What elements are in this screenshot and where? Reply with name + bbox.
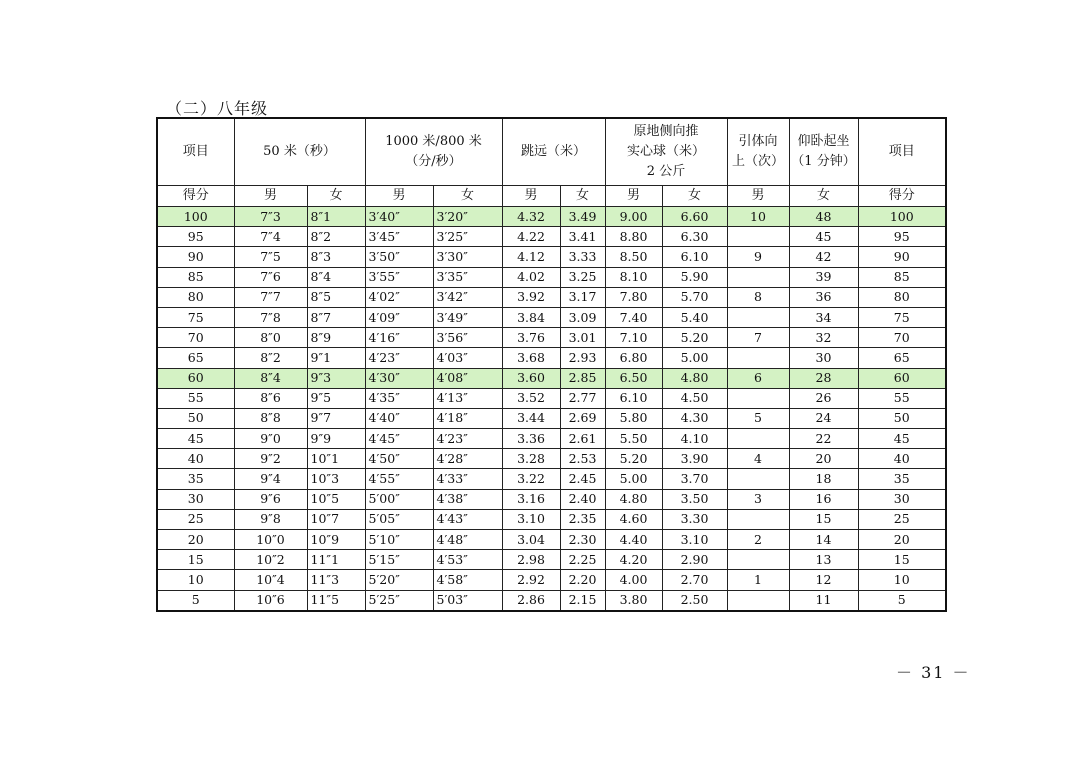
score-table-body — [157, 207, 946, 611]
cell-score: 35 — [157, 469, 234, 489]
cell-shot-female: 2.70 — [662, 570, 727, 590]
cell-800m-female: 4′53″ — [433, 550, 502, 570]
cell-1000m-male: 3′50″ — [365, 247, 433, 267]
header-pull-up: 引体向 上（次） — [727, 118, 789, 186]
cell-50m-male: 8″4 — [234, 368, 307, 388]
header-male: 男 — [234, 186, 307, 207]
cell-1000m-male: 3′45″ — [365, 227, 433, 247]
cell-800m-female: 3′20″ — [433, 207, 502, 227]
cell-50m-female: 10″7 — [307, 509, 365, 529]
cell-score-right: 15 — [858, 550, 946, 570]
cell-shot-male: 9.00 — [605, 207, 662, 227]
table-row — [157, 388, 946, 408]
cell-score-right: 20 — [858, 530, 946, 550]
cell-shot-female: 6.30 — [662, 227, 727, 247]
cell-pullup-male — [727, 550, 789, 570]
score-table — [156, 117, 947, 612]
cell-score: 70 — [157, 328, 234, 348]
cell-jump-male: 3.28 — [502, 449, 560, 469]
cell-situp-female: 48 — [789, 207, 858, 227]
cell-shot-male: 4.80 — [605, 489, 662, 509]
cell-situp-female: 26 — [789, 388, 858, 408]
cell-shot-male: 6.50 — [605, 368, 662, 388]
cell-800m-female: 4′18″ — [433, 408, 502, 428]
cell-1000m-male: 4′30″ — [365, 368, 433, 388]
table-row — [157, 429, 946, 449]
cell-50m-female: 11″5 — [307, 590, 365, 611]
cell-50m-male: 10″6 — [234, 590, 307, 611]
cell-jump-male: 3.04 — [502, 530, 560, 550]
cell-50m-male: 7″5 — [234, 247, 307, 267]
cell-score: 30 — [157, 489, 234, 509]
cell-1000m-male: 4′35″ — [365, 388, 433, 408]
table-row — [157, 287, 946, 307]
cell-situp-female: 39 — [789, 267, 858, 287]
cell-50m-male: 9″2 — [234, 449, 307, 469]
header-row-gender — [157, 186, 946, 207]
cell-50m-female: 8″5 — [307, 287, 365, 307]
cell-50m-male: 8″6 — [234, 388, 307, 408]
cell-situp-female: 11 — [789, 590, 858, 611]
table-row — [157, 267, 946, 287]
cell-score: 20 — [157, 530, 234, 550]
cell-shot-male: 5.00 — [605, 469, 662, 489]
cell-situp-female: 15 — [789, 509, 858, 529]
cell-50m-female: 9″3 — [307, 368, 365, 388]
cell-1000m-male: 5′15″ — [365, 550, 433, 570]
cell-situp-female: 12 — [789, 570, 858, 590]
cell-50m-male: 8″0 — [234, 328, 307, 348]
cell-1000m-male: 5′25″ — [365, 590, 433, 611]
header-female: 女 — [433, 186, 502, 207]
cell-800m-female: 5′03″ — [433, 590, 502, 611]
page-number: － 31 － — [896, 663, 971, 682]
header-long-jump: 跳远（米） — [502, 118, 605, 186]
cell-800m-female: 4′08″ — [433, 368, 502, 388]
cell-shot-female: 3.50 — [662, 489, 727, 509]
cell-shot-male: 4.40 — [605, 530, 662, 550]
cell-score: 50 — [157, 408, 234, 428]
cell-1000m-male: 4′40″ — [365, 408, 433, 428]
cell-shot-female: 4.30 — [662, 408, 727, 428]
cell-jump-male: 2.98 — [502, 550, 560, 570]
cell-800m-female: 4′03″ — [433, 348, 502, 368]
cell-score: 85 — [157, 267, 234, 287]
cell-jump-male: 3.36 — [502, 429, 560, 449]
header-item: 项目 — [157, 118, 234, 186]
cell-shot-male: 5.20 — [605, 449, 662, 469]
cell-jump-male: 3.10 — [502, 509, 560, 529]
table-row — [157, 590, 946, 611]
cell-jump-female: 2.40 — [560, 489, 605, 509]
cell-score-right: 25 — [858, 509, 946, 529]
cell-situp-female: 16 — [789, 489, 858, 509]
cell-shot-female: 3.90 — [662, 449, 727, 469]
cell-situp-female: 30 — [789, 348, 858, 368]
cell-jump-male: 3.16 — [502, 489, 560, 509]
cell-score-right: 50 — [858, 408, 946, 428]
cell-50m-female: 9″5 — [307, 388, 365, 408]
cell-50m-female: 10″5 — [307, 489, 365, 509]
cell-jump-male: 3.68 — [502, 348, 560, 368]
cell-jump-female: 2.61 — [560, 429, 605, 449]
cell-800m-female: 4′58″ — [433, 570, 502, 590]
cell-50m-female: 8″7 — [307, 307, 365, 327]
cell-score-right: 40 — [858, 449, 946, 469]
cell-jump-female: 2.15 — [560, 590, 605, 611]
cell-score-right: 55 — [858, 388, 946, 408]
header-score: 得分 — [157, 186, 234, 207]
cell-shot-male: 8.10 — [605, 267, 662, 287]
cell-jump-female: 3.25 — [560, 267, 605, 287]
cell-pullup-male — [727, 227, 789, 247]
cell-score: 15 — [157, 550, 234, 570]
cell-score-right: 90 — [858, 247, 946, 267]
cell-pullup-male: 6 — [727, 368, 789, 388]
cell-50m-male: 7″3 — [234, 207, 307, 227]
cell-50m-female: 10″9 — [307, 530, 365, 550]
cell-shot-female: 2.50 — [662, 590, 727, 611]
cell-shot-female: 5.70 — [662, 287, 727, 307]
cell-situp-female: 18 — [789, 469, 858, 489]
cell-score: 95 — [157, 227, 234, 247]
table-row — [157, 328, 946, 348]
cell-shot-male: 8.80 — [605, 227, 662, 247]
cell-score-right: 85 — [858, 267, 946, 287]
cell-pullup-male: 8 — [727, 287, 789, 307]
cell-jump-female: 2.85 — [560, 368, 605, 388]
cell-shot-male: 5.80 — [605, 408, 662, 428]
cell-jump-female: 2.45 — [560, 469, 605, 489]
cell-1000m-male: 5′05″ — [365, 509, 433, 529]
cell-1000m-male: 4′45″ — [365, 429, 433, 449]
cell-situp-female: 34 — [789, 307, 858, 327]
cell-score-right: 100 — [858, 207, 946, 227]
cell-800m-female: 3′35″ — [433, 267, 502, 287]
cell-1000m-male: 3′40″ — [365, 207, 433, 227]
table-row — [157, 489, 946, 509]
cell-800m-female: 3′49″ — [433, 307, 502, 327]
cell-800m-female: 3′42″ — [433, 287, 502, 307]
cell-jump-female: 2.35 — [560, 509, 605, 529]
cell-800m-female: 4′48″ — [433, 530, 502, 550]
cell-pullup-male — [727, 429, 789, 449]
cell-situp-female: 42 — [789, 247, 858, 267]
cell-shot-female: 6.60 — [662, 207, 727, 227]
cell-50m-male: 10″4 — [234, 570, 307, 590]
cell-situp-female: 45 — [789, 227, 858, 247]
cell-situp-female: 28 — [789, 368, 858, 388]
header-1000m-800m: 1000 米/800 米 （分/秒） — [365, 118, 502, 186]
cell-800m-female: 3′56″ — [433, 328, 502, 348]
cell-1000m-male: 5′00″ — [365, 489, 433, 509]
cell-50m-male: 7″7 — [234, 287, 307, 307]
cell-jump-female: 2.25 — [560, 550, 605, 570]
cell-800m-female: 4′13″ — [433, 388, 502, 408]
cell-score: 55 — [157, 388, 234, 408]
cell-50m-female: 8″1 — [307, 207, 365, 227]
cell-shot-female: 4.80 — [662, 368, 727, 388]
header-50m: 50 米（秒） — [234, 118, 365, 186]
cell-50m-male: 9″8 — [234, 509, 307, 529]
cell-1000m-male: 4′02″ — [365, 287, 433, 307]
header-row-categories — [157, 118, 946, 186]
cell-jump-male: 4.02 — [502, 267, 560, 287]
cell-pullup-male: 1 — [727, 570, 789, 590]
cell-50m-male: 10″2 — [234, 550, 307, 570]
cell-situp-female: 32 — [789, 328, 858, 348]
table-row — [157, 368, 946, 388]
cell-50m-male: 9″0 — [234, 429, 307, 449]
cell-shot-male: 4.00 — [605, 570, 662, 590]
cell-shot-female: 6.10 — [662, 247, 727, 267]
cell-score-right: 10 — [858, 570, 946, 590]
cell-50m-female: 11″1 — [307, 550, 365, 570]
cell-jump-female: 3.17 — [560, 287, 605, 307]
cell-50m-male: 7″6 — [234, 267, 307, 287]
cell-jump-male: 3.92 — [502, 287, 560, 307]
cell-50m-male: 8″2 — [234, 348, 307, 368]
cell-score-right: 5 — [858, 590, 946, 611]
cell-shot-female: 5.40 — [662, 307, 727, 327]
cell-50m-male: 7″4 — [234, 227, 307, 247]
cell-jump-female: 3.33 — [560, 247, 605, 267]
cell-shot-female: 3.30 — [662, 509, 727, 529]
cell-score-right: 75 — [858, 307, 946, 327]
table-row — [157, 408, 946, 428]
cell-score: 75 — [157, 307, 234, 327]
cell-score: 80 — [157, 287, 234, 307]
cell-50m-male: 8″8 — [234, 408, 307, 428]
cell-score-right: 80 — [858, 287, 946, 307]
cell-pullup-male: 3 — [727, 489, 789, 509]
cell-800m-female: 4′33″ — [433, 469, 502, 489]
cell-pullup-male — [727, 590, 789, 611]
cell-800m-female: 3′25″ — [433, 227, 502, 247]
cell-50m-female: 10″3 — [307, 469, 365, 489]
header-female: 女 — [560, 186, 605, 207]
header-female: 女 — [662, 186, 727, 207]
table-row — [157, 348, 946, 368]
header-female: 女 — [307, 186, 365, 207]
cell-situp-female: 36 — [789, 287, 858, 307]
cell-situp-female: 24 — [789, 408, 858, 428]
cell-50m-female: 10″1 — [307, 449, 365, 469]
header-male: 男 — [502, 186, 560, 207]
cell-1000m-male: 3′55″ — [365, 267, 433, 287]
cell-pullup-male — [727, 267, 789, 287]
cell-shot-female: 4.50 — [662, 388, 727, 408]
cell-800m-female: 4′43″ — [433, 509, 502, 529]
cell-shot-female: 4.10 — [662, 429, 727, 449]
cell-jump-male: 4.12 — [502, 247, 560, 267]
cell-jump-male: 3.22 — [502, 469, 560, 489]
cell-score-right: 60 — [858, 368, 946, 388]
cell-50m-female: 8″4 — [307, 267, 365, 287]
cell-shot-male: 3.80 — [605, 590, 662, 611]
section-title: （二）八年级 — [166, 99, 269, 118]
cell-score-right: 65 — [858, 348, 946, 368]
cell-50m-male: 10″0 — [234, 530, 307, 550]
header-sit-up: 仰卧起坐 （1 分钟） — [789, 118, 858, 186]
cell-1000m-male: 5′20″ — [365, 570, 433, 590]
table-row — [157, 449, 946, 469]
cell-50m-female: 9″7 — [307, 408, 365, 428]
cell-1000m-male: 4′23″ — [365, 348, 433, 368]
cell-score-right: 30 — [858, 489, 946, 509]
header-female: 女 — [789, 186, 858, 207]
cell-score: 5 — [157, 590, 234, 611]
cell-score: 40 — [157, 449, 234, 469]
cell-score: 10 — [157, 570, 234, 590]
cell-jump-male: 2.92 — [502, 570, 560, 590]
cell-pullup-male: 7 — [727, 328, 789, 348]
cell-situp-female: 14 — [789, 530, 858, 550]
cell-shot-female: 5.90 — [662, 267, 727, 287]
cell-jump-female: 3.01 — [560, 328, 605, 348]
cell-1000m-male: 4′55″ — [365, 469, 433, 489]
cell-jump-male: 4.32 — [502, 207, 560, 227]
header-male: 男 — [605, 186, 662, 207]
table-row — [157, 570, 946, 590]
cell-shot-male: 7.80 — [605, 287, 662, 307]
cell-jump-male: 2.86 — [502, 590, 560, 611]
cell-jump-female: 2.69 — [560, 408, 605, 428]
cell-shot-male: 4.60 — [605, 509, 662, 529]
cell-pullup-male: 2 — [727, 530, 789, 550]
cell-jump-female: 2.20 — [560, 570, 605, 590]
cell-score: 25 — [157, 509, 234, 529]
header-item-right: 项目 — [858, 118, 946, 186]
cell-pullup-male — [727, 348, 789, 368]
cell-50m-female: 8″2 — [307, 227, 365, 247]
cell-jump-female: 3.09 — [560, 307, 605, 327]
cell-score: 90 — [157, 247, 234, 267]
table-row — [157, 530, 946, 550]
cell-pullup-male — [727, 388, 789, 408]
cell-situp-female: 20 — [789, 449, 858, 469]
cell-50m-female: 9″1 — [307, 348, 365, 368]
cell-jump-female: 2.30 — [560, 530, 605, 550]
cell-jump-female: 2.93 — [560, 348, 605, 368]
cell-jump-male: 3.84 — [502, 307, 560, 327]
table-row — [157, 469, 946, 489]
cell-shot-male: 6.10 — [605, 388, 662, 408]
cell-shot-female: 2.90 — [662, 550, 727, 570]
cell-1000m-male: 4′09″ — [365, 307, 433, 327]
cell-1000m-male: 4′16″ — [365, 328, 433, 348]
cell-shot-female: 3.70 — [662, 469, 727, 489]
cell-situp-female: 13 — [789, 550, 858, 570]
cell-jump-female: 3.41 — [560, 227, 605, 247]
cell-800m-female: 3′30″ — [433, 247, 502, 267]
cell-jump-female: 2.53 — [560, 449, 605, 469]
table-row — [157, 227, 946, 247]
header-score-right: 得分 — [858, 186, 946, 207]
cell-shot-female: 3.10 — [662, 530, 727, 550]
cell-800m-female: 4′23″ — [433, 429, 502, 449]
cell-1000m-male: 4′50″ — [365, 449, 433, 469]
cell-shot-male: 8.50 — [605, 247, 662, 267]
cell-score: 45 — [157, 429, 234, 449]
cell-pullup-male: 9 — [727, 247, 789, 267]
table-row — [157, 550, 946, 570]
cell-score-right: 70 — [858, 328, 946, 348]
cell-shot-male: 6.80 — [605, 348, 662, 368]
header-shot-put: 原地侧向推 实心球（米） 2 公斤 — [605, 118, 727, 186]
cell-pullup-male: 4 — [727, 449, 789, 469]
cell-800m-female: 4′28″ — [433, 449, 502, 469]
cell-jump-male: 3.76 — [502, 328, 560, 348]
cell-score-right: 35 — [858, 469, 946, 489]
table-row — [157, 207, 946, 227]
cell-50m-male: 9″4 — [234, 469, 307, 489]
cell-pullup-male: 5 — [727, 408, 789, 428]
cell-shot-male: 4.20 — [605, 550, 662, 570]
cell-shot-male: 7.10 — [605, 328, 662, 348]
cell-score: 100 — [157, 207, 234, 227]
cell-shot-male: 5.50 — [605, 429, 662, 449]
cell-50m-female: 11″3 — [307, 570, 365, 590]
cell-jump-female: 3.49 — [560, 207, 605, 227]
table-row — [157, 247, 946, 267]
header-male: 男 — [727, 186, 789, 207]
table-row — [157, 509, 946, 529]
cell-jump-male: 3.52 — [502, 388, 560, 408]
header-male: 男 — [365, 186, 433, 207]
cell-shot-male: 7.40 — [605, 307, 662, 327]
cell-50m-female: 8″3 — [307, 247, 365, 267]
cell-situp-female: 22 — [789, 429, 858, 449]
cell-pullup-male — [727, 509, 789, 529]
cell-shot-female: 5.20 — [662, 328, 727, 348]
cell-score-right: 95 — [858, 227, 946, 247]
cell-50m-female: 8″9 — [307, 328, 365, 348]
table-row — [157, 307, 946, 327]
cell-pullup-male — [727, 307, 789, 327]
cell-score-right: 45 — [858, 429, 946, 449]
cell-jump-male: 3.60 — [502, 368, 560, 388]
cell-800m-female: 4′38″ — [433, 489, 502, 509]
cell-pullup-male: 10 — [727, 207, 789, 227]
cell-50m-female: 9″9 — [307, 429, 365, 449]
cell-shot-female: 5.00 — [662, 348, 727, 368]
cell-50m-male: 9″6 — [234, 489, 307, 509]
cell-jump-female: 2.77 — [560, 388, 605, 408]
cell-score: 65 — [157, 348, 234, 368]
cell-50m-male: 7″8 — [234, 307, 307, 327]
cell-jump-male: 4.22 — [502, 227, 560, 247]
cell-pullup-male — [727, 469, 789, 489]
cell-1000m-male: 5′10″ — [365, 530, 433, 550]
cell-jump-male: 3.44 — [502, 408, 560, 428]
cell-score: 60 — [157, 368, 234, 388]
